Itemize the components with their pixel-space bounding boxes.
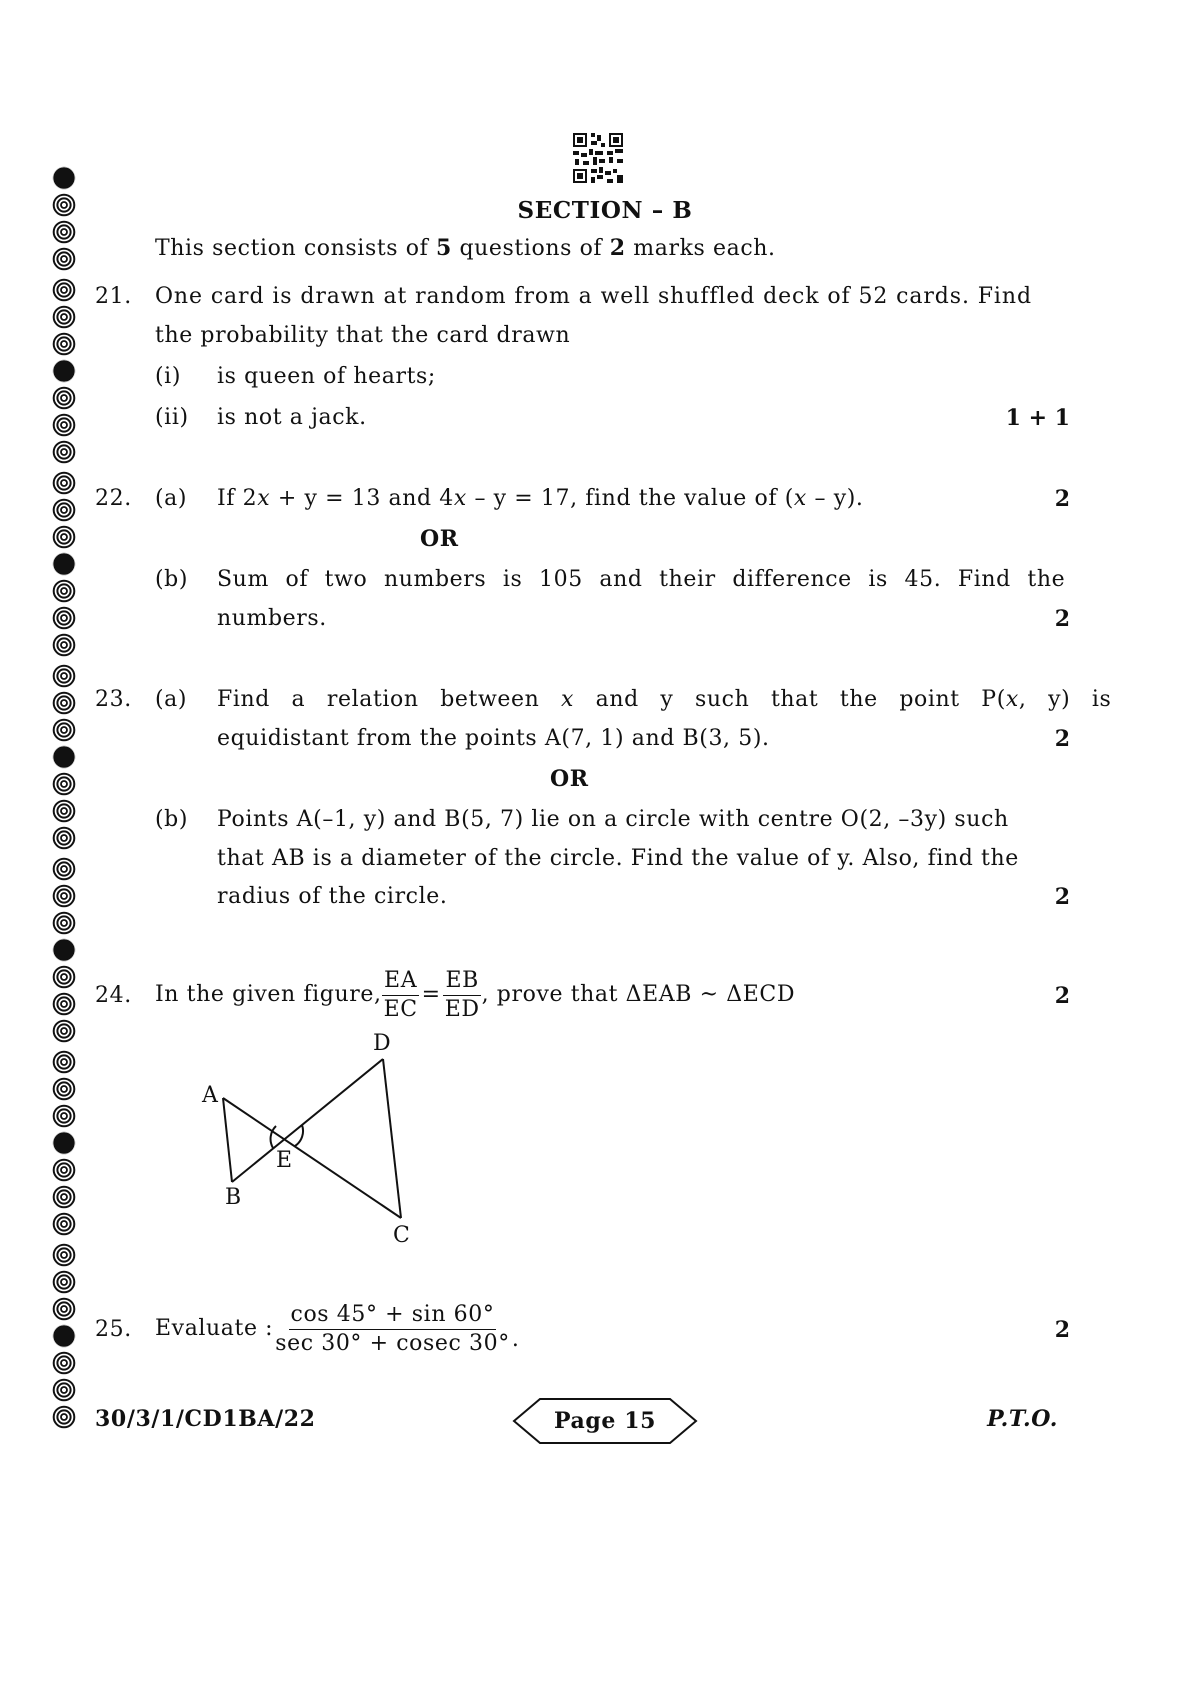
pto-label: P.T.O. <box>987 1406 1058 1432</box>
registration-circle-icon <box>52 247 76 271</box>
filled-registration-circle-icon <box>52 359 76 383</box>
part-label: (i) <box>155 364 182 389</box>
registration-circle-icon <box>52 965 76 989</box>
instructions-text: marks each. <box>625 236 776 261</box>
instructions-marks: 2 <box>609 235 626 261</box>
part-text: Points A(–1, y) and B(5, 7) lie on a circle with centre O(2, –3y) such <box>217 807 1009 832</box>
triangle-figure <box>190 1025 450 1265</box>
question-text <box>155 965 795 1025</box>
part-text: equidistant from the points A(7, 1) and B(3, 5). <box>217 726 770 751</box>
text: In the given figure, <box>155 982 382 1007</box>
registration-circle-icon <box>52 1158 76 1182</box>
question-text: the probability that the card drawn <box>155 323 571 348</box>
registration-circle-icon <box>52 1077 76 1101</box>
instructions-text: questions of <box>451 236 610 261</box>
registration-circle-icon <box>52 718 76 742</box>
registration-circle-icon <box>52 305 76 329</box>
equals-sign: = <box>421 982 441 1007</box>
registration-circle-icon <box>52 440 76 464</box>
paper-code: 30/3/1/CD1BA/22 <box>95 1406 316 1432</box>
question-number: 24. <box>95 983 132 1008</box>
part-label: (ii) <box>155 405 189 430</box>
filled-registration-circle-icon <box>52 166 76 190</box>
page-label: Page 15 <box>553 1408 657 1434</box>
numerator: cos 45° + sin 60° <box>289 1304 497 1330</box>
part-text: radius of the circle. <box>217 884 448 909</box>
question-number: 22. <box>95 486 132 511</box>
registration-circle-icon <box>52 1212 76 1236</box>
numerator: EB <box>443 970 480 996</box>
var-x: x <box>793 486 807 511</box>
denominator: EC <box>383 996 418 1022</box>
registration-circle-icon <box>52 579 76 603</box>
page-number-badge <box>512 1397 698 1445</box>
denominator: ED <box>444 996 480 1022</box>
text: – y = 17, find the value of ( <box>466 486 794 511</box>
instructions-count: 5 <box>435 235 452 261</box>
question-number: 25. <box>95 1317 132 1342</box>
registration-circle-icon <box>52 471 76 495</box>
part-text: Sum of two numbers is 105 and their difference is 45. Find the <box>217 567 1066 592</box>
filled-registration-circle-icon <box>52 552 76 576</box>
registration-circle-icon <box>52 1050 76 1074</box>
part-text: is not a jack. <box>217 405 367 430</box>
fraction-eb-ed <box>443 967 482 1022</box>
part-text <box>217 689 1111 711</box>
var-x: x <box>561 687 575 712</box>
part-text <box>217 488 864 510</box>
filled-registration-circle-icon <box>52 938 76 962</box>
part-label: (a) <box>155 687 188 712</box>
registration-circle-icon <box>52 278 76 302</box>
var-x: x <box>1005 687 1019 712</box>
text: – y). <box>806 486 864 511</box>
var-x: x <box>257 486 271 511</box>
marks: 2 <box>1054 486 1070 512</box>
instructions-text: This section consists of <box>155 236 436 261</box>
registration-circle-icon <box>52 413 76 437</box>
vertex-label-b: B <box>225 1185 242 1210</box>
text: . <box>511 1327 520 1352</box>
marks: 1 + 1 <box>1005 405 1070 431</box>
marks: 2 <box>1054 726 1070 752</box>
part-text: numbers. <box>217 606 327 631</box>
or-divider: OR <box>420 526 459 552</box>
filled-registration-circle-icon <box>52 1324 76 1348</box>
registration-circle-icon <box>52 691 76 715</box>
marks: 2 <box>1054 606 1070 632</box>
registration-circle-icon <box>52 992 76 1016</box>
registration-circle-icon <box>52 664 76 688</box>
registration-circle-icon <box>52 1378 76 1402</box>
registration-circle-icon <box>52 498 76 522</box>
registration-circle-icon <box>52 1297 76 1321</box>
part-text: that AB is a diameter of the circle. Find the value of y. Also, find the <box>217 846 1019 871</box>
registration-circle-icon <box>52 1019 76 1043</box>
section-instructions <box>155 237 776 260</box>
qr-code-icon <box>573 133 623 183</box>
vertex-label-c: C <box>393 1223 411 1248</box>
part-label: (a) <box>155 486 188 511</box>
numerator: EA <box>382 970 419 996</box>
denominator: sec 30° + cosec 30° <box>275 1330 510 1356</box>
filled-registration-circle-icon <box>52 745 76 769</box>
registration-circle-icon <box>52 1405 76 1429</box>
vertex-label-d: D <box>373 1031 392 1056</box>
registration-circle-icon <box>52 799 76 823</box>
registration-circle-icon <box>52 1270 76 1294</box>
text: and y such that the point P( <box>574 687 1006 712</box>
registration-circle-icon <box>52 386 76 410</box>
registration-circle-icon <box>52 884 76 908</box>
registration-circle-icon <box>52 911 76 935</box>
registration-circle-icon <box>52 1185 76 1209</box>
text: , prove that ΔEAB ~ ΔECD <box>481 982 796 1007</box>
registration-circle-icon <box>52 826 76 850</box>
text: Evaluate : <box>155 1316 274 1341</box>
registration-circle-icon <box>52 633 76 657</box>
registration-circle-icon <box>52 525 76 549</box>
trig-fraction <box>273 1301 512 1356</box>
text: , y) is <box>1018 687 1112 712</box>
marks: 2 <box>1054 983 1070 1009</box>
registration-circle-icon <box>52 1351 76 1375</box>
fraction-ea-ec <box>382 967 420 1022</box>
marks: 2 <box>1054 884 1070 910</box>
registration-circle-icon <box>52 857 76 881</box>
registration-circle-icon <box>52 606 76 630</box>
part-label: (b) <box>155 567 189 592</box>
question-text <box>155 1299 519 1359</box>
section-title: SECTION – B <box>517 197 693 224</box>
part-label: (b) <box>155 807 189 832</box>
or-divider: OR <box>550 766 589 792</box>
text: Find a relation between <box>217 687 562 712</box>
question-text: One card is drawn at random from a well shuffled deck of 52 cards. Find <box>155 284 1032 309</box>
filled-registration-circle-icon <box>52 1131 76 1155</box>
registration-circle-icon <box>52 1104 76 1128</box>
question-number: 21. <box>95 284 132 309</box>
text: + y = 13 and 4 <box>270 486 454 511</box>
question-number: 23. <box>95 687 132 712</box>
vertex-label-a: A <box>202 1083 219 1108</box>
registration-circle-icon <box>52 1243 76 1267</box>
marks: 2 <box>1054 1317 1070 1343</box>
registration-circle-icon <box>52 772 76 796</box>
registration-circle-icon <box>52 332 76 356</box>
var-x: x <box>453 486 467 511</box>
text: If 2 <box>217 486 258 511</box>
part-text: is queen of hearts; <box>217 364 436 389</box>
vertex-label-e: E <box>276 1148 293 1173</box>
registration-circle-icon <box>52 220 76 244</box>
